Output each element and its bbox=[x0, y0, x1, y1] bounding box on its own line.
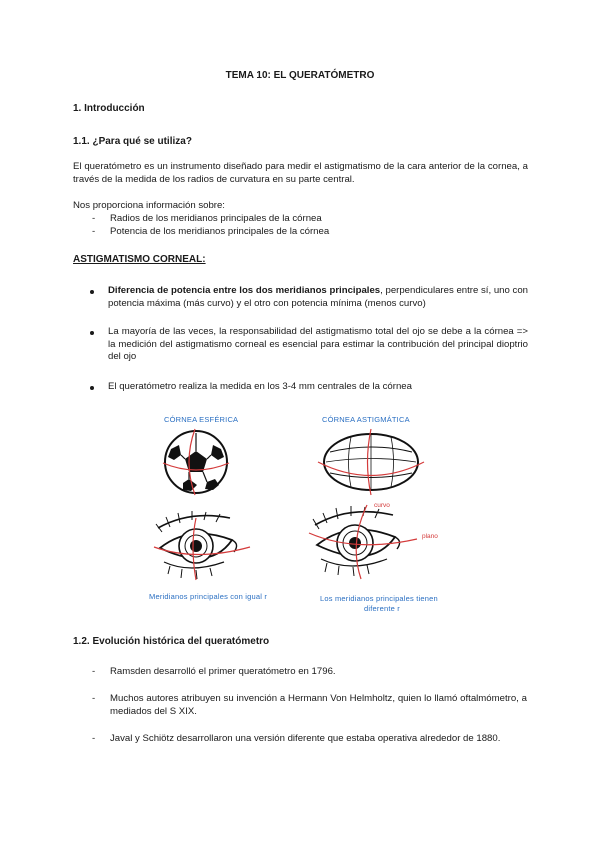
dash-marker: - bbox=[92, 693, 96, 704]
label-plano: plano bbox=[422, 533, 438, 540]
history-item-javal: Javal y Schiötz desarrollaron una versión diferente que estaba operativa alrededor de 1880. bbox=[110, 733, 501, 744]
bullet-dot bbox=[90, 290, 94, 294]
info-item-potencia: Potencia de los meridianos principales de la córnea bbox=[110, 226, 330, 237]
caption-left: Meridianos principales con igual r bbox=[149, 592, 268, 601]
intro-paragraph: El queratómetro es un instrumento diseñado para medir el astigmatismo de la cara anterior de la cornea, a través de la medida de los radios de curvatura en su parte central. bbox=[73, 161, 528, 185]
bullet-medida-central: El queratómetro realiza la medida en los 3-4 mm centrales de la córnea bbox=[108, 381, 412, 392]
dash-marker: - bbox=[92, 666, 96, 677]
section-heading-evolucion: 1.2. Evolución histórica del queratómetro bbox=[73, 636, 270, 647]
history-item-helmholtz: Muchos autores atribuyen su invención a Hermann Von Helmholtz, quien lo llamó oftalmómetro, a mediados del S XIX. bbox=[110, 693, 527, 717]
caption-right-line1: Los meridianos principales tienen bbox=[320, 594, 438, 603]
history-item-ramsden: Ramsden desarrolló el primer queratómetro en 1796. bbox=[110, 666, 336, 677]
rugby-ball-icon bbox=[316, 427, 426, 497]
dash-marker: - bbox=[92, 226, 96, 237]
bullet-responsabilidad: La mayoría de las veces, la responsabilidad del astigmatismo total del ojo se debe a la córnea => la medición del astigmatismo corneal es esencial para estimar la contribución del principal dioptrio del ojo bbox=[108, 326, 528, 362]
section-heading-introduccion: 1. Introducción bbox=[73, 103, 145, 114]
info-intro: Nos proporciona información sobre: bbox=[73, 200, 225, 211]
subsection-heading-uso: 1.1. ¿Para qué se utiliza? bbox=[73, 136, 192, 147]
soccer-ball-icon bbox=[161, 427, 231, 497]
info-item-radios: Radios de los meridianos principales de la córnea bbox=[110, 213, 322, 224]
eye-astigmatic-icon bbox=[305, 503, 425, 581]
bullet-diferencia-potencia bbox=[108, 285, 528, 310]
label-cornea-astigmatica: CÓRNEA ASTIGMÁTICA bbox=[322, 415, 410, 424]
caption-right-line2: diferente r bbox=[364, 604, 400, 613]
label-curvo: curvo bbox=[374, 502, 390, 509]
page-title: TEMA 10: EL QUERATÓMETRO bbox=[225, 70, 375, 81]
bullet-dot bbox=[90, 386, 94, 390]
dash-marker: - bbox=[92, 213, 96, 224]
eye-spherical-icon bbox=[150, 510, 260, 582]
dash-marker: - bbox=[92, 733, 96, 744]
label-cornea-esferica: CÓRNEA ESFÉRICA bbox=[164, 415, 239, 424]
bullet-dot bbox=[90, 331, 94, 335]
bullet-rest-text: , perpendiculares entre sí, uno con potencia máxima (más curvo) y el otro con potencia mínima (menos curvo) bbox=[108, 285, 529, 309]
bullet-bold-text: Diferencia de potencia entre los dos meridianos principales bbox=[108, 285, 381, 296]
astigmatismo-heading: ASTIGMATISMO CORNEAL: bbox=[73, 254, 206, 265]
